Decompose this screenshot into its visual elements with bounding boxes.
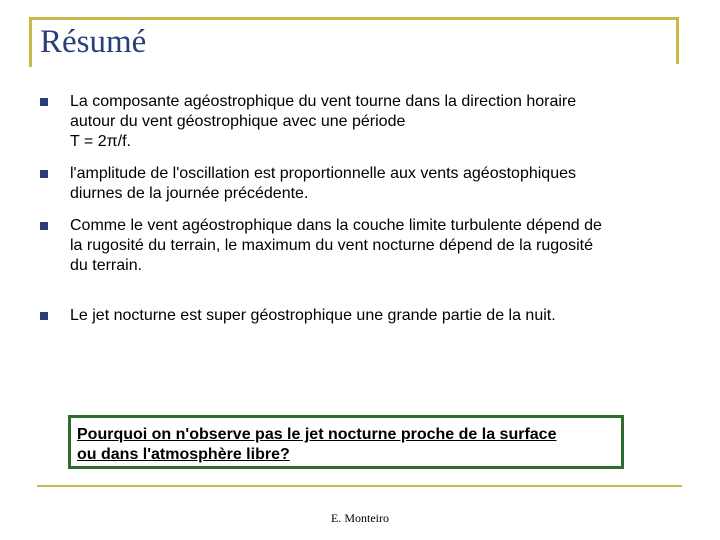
frame-left-line: [29, 17, 32, 67]
bullet-item: [40, 306, 680, 336]
bullet-list: [40, 92, 680, 336]
footer-divider: [37, 485, 682, 487]
bullet-item: [40, 164, 680, 216]
bullet-line: La composante agéostrophique du vent tourne dans la direction horaire: [70, 93, 577, 110]
bullet-line: T = 2π/f.: [70, 133, 131, 150]
bullet-line: l'amplitude de l'oscillation est proportionnelle aux vents agéostophiques: [70, 165, 576, 182]
bullet-line: du terrain.: [70, 257, 143, 274]
question-callout: [68, 415, 624, 469]
callout-line: ou dans l'atmosphère libre?: [77, 446, 290, 463]
bullet-line: Le jet nocturne est super géostrophique une grande partie de la nuit.: [70, 307, 556, 324]
bullet-item: [40, 216, 680, 306]
bullet-line: diurnes de la journée précédente.: [70, 185, 309, 202]
square-bullet-icon: [40, 170, 48, 178]
bullet-item: [40, 92, 680, 164]
square-bullet-icon: [40, 222, 48, 230]
square-bullet-icon: [40, 312, 48, 320]
bullet-line: la rugosité du terrain, le maximum du vent nocturne dépend de la rugosité: [70, 237, 593, 254]
frame-right-line: [676, 17, 679, 64]
square-bullet-icon: [40, 98, 48, 106]
footer-author: E. Monteiro: [331, 511, 389, 525]
bullet-line: Comme le vent agéostrophique dans la couche limite turbulente dépend de: [70, 217, 602, 234]
bullet-line: autour du vent géostrophique avec une période: [70, 113, 406, 130]
slide-title: Résumé: [40, 24, 147, 60]
callout-line: Pourquoi on n'observe pas le jet nocturne proche de la surface: [77, 426, 557, 443]
frame-top-line: [29, 17, 679, 20]
